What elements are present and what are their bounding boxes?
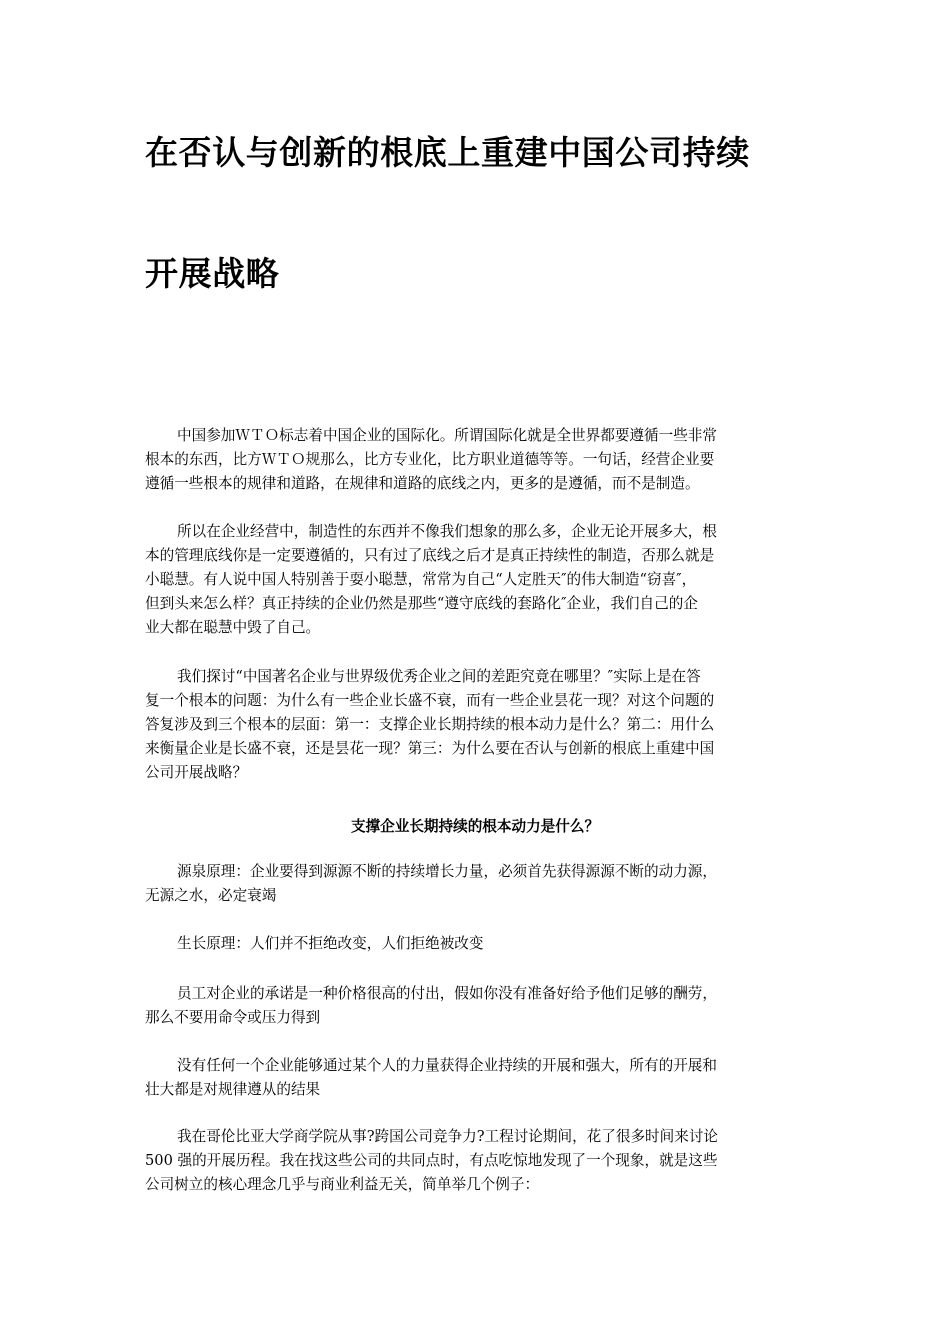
- document-title-line-2: 开展战略: [145, 254, 280, 293]
- paragraph-line: 公司开展战略？: [145, 764, 248, 781]
- paragraph-line: 没有任何一个企业能够通过某个人的力量获得企业持续的开展和强大，所有的开展和: [177, 1057, 717, 1074]
- paragraph-line: 答复涉及到三个根本的层面：第一：支撑企业长期持续的根本动力是什么？第二：用什么: [145, 716, 715, 733]
- paragraph-line: 我们探讨“中国著名企业与世界级优秀企业之间的差距究竟在哪里？″实际上是在答: [177, 668, 701, 685]
- paragraph-line: 生长原理：人们并不拒绝改变，人们拒绝被改变: [177, 935, 484, 952]
- paragraph-7: [145, 1054, 805, 1102]
- paragraph-6: [145, 982, 805, 1030]
- document-title-line-1: 在否认与创新的根底上重建中国公司持续: [145, 133, 750, 172]
- paragraph-5: [145, 932, 805, 956]
- paragraph-line: 但到头来怎么样？真正持续的企业仍然是那些“遵守底线的套路化″企业，我们自己的企: [145, 595, 698, 612]
- paragraph-line: 源泉原理：企业要得到源源不断的持续增长力量，必须首先获得源源不断的动力源，: [177, 863, 717, 880]
- paragraph-8: [145, 1125, 805, 1197]
- paragraph-line: 500 强的开展历程。我在找这些公司的共同点时，有点吃惊地发现了一个现象，就是这些: [145, 1152, 718, 1169]
- paragraph-line: 员工对企业的承诺是一种价格很高的付出，假如你没有准备好给予他们足够的酬劳，: [177, 985, 717, 1002]
- paragraph-3: [145, 665, 805, 785]
- paragraph-2: [145, 520, 805, 640]
- paragraph-line: 来衡量企业是长盛不衰，还是昙花一现？第三：为什么要在否认与创新的根底上重建中国: [145, 740, 715, 757]
- paragraph-line: 无源之水，必定衰竭: [145, 887, 277, 904]
- paragraph-line: 我在哥伦比亚大学商学院从事?跨国公司竞争力?工程讨论期间，花了很多时间来讨论: [177, 1128, 719, 1145]
- paragraph-line: 根本的东西，比方ＷＴＯ规那么，比方专业化，比方职业道德等等。一句话，经营企业要: [145, 451, 715, 468]
- paragraph-4: [145, 860, 805, 908]
- paragraph-line: 遵循一些根本的规律和道路，在规律和道路的底线之内，更多的是遵循，而不是制造。: [145, 475, 700, 492]
- section-subheading: 支撑企业长期持续的根本动力是什么？: [350, 818, 600, 835]
- paragraph-line: 壮大都是对规律遵从的结果: [145, 1081, 321, 1098]
- paragraph-line: 所以在企业经营中，制造性的东西并不像我们想象的那么多，企业无论开展多大，根: [177, 523, 717, 540]
- paragraph-line: 小聪慧。有人说中国人特别善于耍小聪慧，常常为自己“人定胜天″的伟大制造“窃喜″，: [145, 571, 697, 588]
- paragraph-line: 那么不要用命令或压力得到: [145, 1009, 321, 1026]
- paragraph-line: 复一个根本的问题：为什么有一些企业长盛不衰，而有一些企业昙花一现？对这个问题的: [145, 692, 715, 709]
- paragraph-line: 中国参加ＷＴＯ标志着中国企业的国际化。所谓国际化就是全世界都要遵循一些非常: [177, 427, 717, 444]
- paragraph-line: 业大都在聪慧中毁了自己。: [145, 619, 321, 636]
- paragraph-1: [145, 424, 805, 496]
- paragraph-line: 公司树立的核心理念几乎与商业利益无关，简单举几个例子：: [145, 1176, 540, 1193]
- paragraph-line: 本的管理底线你是一定要遵循的，只有过了底线之后才是真正持续性的制造，否那么就是: [145, 547, 715, 564]
